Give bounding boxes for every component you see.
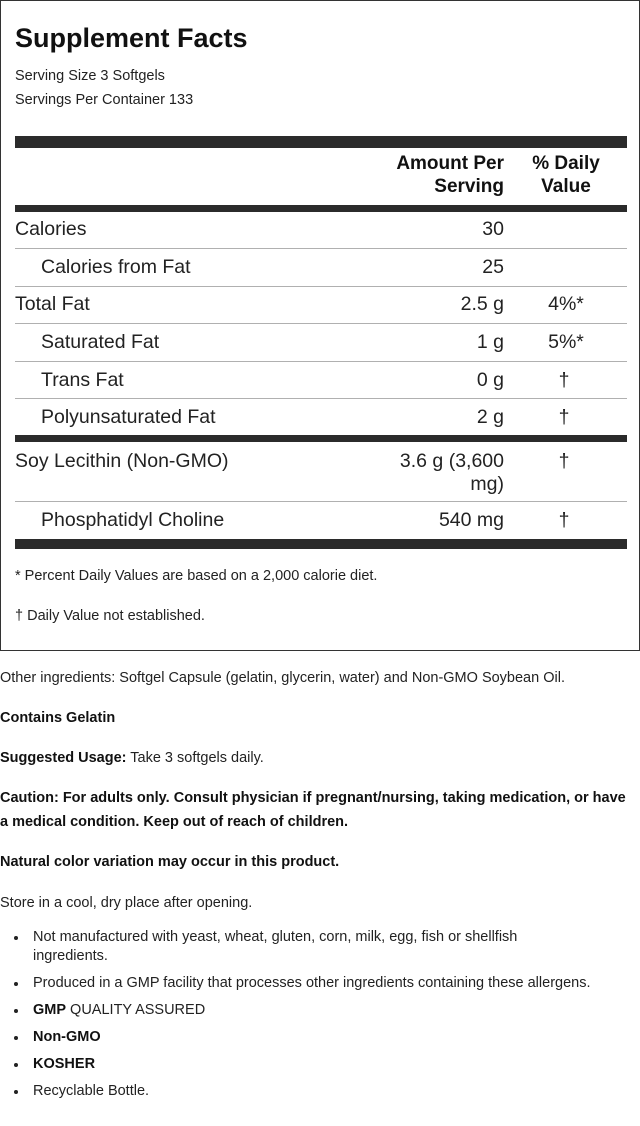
list-item	[33, 1028, 593, 1047]
nutrient-amount: 2.5 g	[460, 293, 504, 315]
serving-size: Serving Size 3 Softgels	[15, 68, 165, 84]
bullet-text: Not manufactured with yeast, wheat, gluten, corn, milk, egg, fish or shellfish ingredients.	[33, 929, 518, 964]
header-text: % Daily	[532, 153, 600, 174]
other-ingredients: Other ingredients: Softgel Capsule (gelatin, glycerin, water) and Non-GMO Soybean Oil.	[0, 670, 565, 686]
row-divider	[15, 248, 627, 249]
nutrient-daily-value: 4%*	[548, 293, 584, 315]
thick-divider	[15, 205, 627, 212]
panel-title: Supplement Facts	[15, 23, 248, 53]
header-text: Amount Per	[396, 153, 504, 174]
nutrient-amount: 1 g	[476, 331, 504, 353]
nutrient-name: Polyunsaturated Fat	[41, 406, 216, 428]
row-divider	[15, 398, 627, 399]
bullet-bold: GMP	[33, 1002, 67, 1018]
percent-daily-footnote: * Percent Daily Values are based on a 2,000 calorie diet.	[15, 568, 378, 584]
bullet-text: Produced in a GMP facility that processes other ingredients containing these allergens.	[33, 975, 591, 991]
thick-divider	[15, 136, 627, 148]
nutrient-name: Trans Fat	[41, 369, 124, 391]
list-item	[33, 928, 593, 966]
amount-per-serving-header	[371, 152, 504, 198]
caution-warning: Caution: For adults only. Consult physician if pregnant/nursing, taking medication, or have a medical condition. Keep out of reach of children.	[0, 790, 626, 830]
bullet-icon	[14, 936, 18, 940]
list-item	[33, 1001, 593, 1020]
nutrient-amount: 0 g	[476, 369, 504, 391]
nutrient-amount: 25	[482, 256, 504, 278]
storage-instructions: Store in a cool, dry place after opening.	[0, 895, 253, 911]
nutrient-name: Soy Lecithin (Non-GMO)	[15, 450, 229, 472]
header-text: Value	[541, 176, 591, 197]
nutrient-daily-value: †	[558, 450, 570, 472]
list-item	[33, 1055, 593, 1074]
nutrient-daily-value: †	[558, 406, 570, 428]
list-item	[33, 974, 593, 993]
amount-line: mg)	[470, 473, 504, 495]
amount-line: 3.6 g (3,600	[399, 450, 504, 472]
nutrient-amount: 30	[482, 218, 504, 240]
bullet-text: Recyclable Bottle.	[33, 1083, 150, 1099]
row-divider	[15, 501, 627, 502]
thick-divider	[15, 539, 627, 549]
nutrient-name: Phosphatidyl Choline	[41, 509, 225, 531]
bullet-icon	[14, 982, 18, 986]
servings-per-container: Servings Per Container 133	[15, 92, 194, 108]
bullet-icon	[14, 1090, 18, 1094]
nutrient-name: Calories from Fat	[41, 256, 191, 278]
bullet-bold: KOSHER	[33, 1056, 96, 1072]
bullet-icon	[14, 1009, 18, 1013]
product-features-list	[0, 928, 593, 1109]
suggested-usage-label: Suggested Usage:	[0, 750, 127, 766]
suggested-usage	[0, 746, 264, 770]
daily-value-header	[521, 152, 611, 198]
thick-divider	[15, 435, 627, 442]
nutrient-name: Calories	[15, 218, 87, 240]
nutrient-name: Total Fat	[15, 293, 90, 315]
suggested-usage-text: Take 3 softgels daily.	[126, 750, 264, 766]
row-divider	[15, 286, 627, 287]
nutrient-name: Saturated Fat	[41, 331, 160, 353]
nutrient-daily-value: †	[558, 509, 570, 531]
dagger-footnote: † Daily Value not established.	[15, 608, 205, 624]
nutrient-amount	[384, 450, 504, 496]
color-variation-note: Natural color variation may occur in this product.	[0, 854, 340, 870]
bullet-text: QUALITY ASSURED	[66, 1002, 206, 1018]
nutrient-amount: 2 g	[476, 406, 504, 428]
header-text: Serving	[434, 176, 504, 197]
bullet-bold: Non-GMO	[33, 1029, 101, 1045]
row-divider	[15, 323, 627, 324]
bullet-icon	[14, 1036, 18, 1040]
contains-gelatin: Contains Gelatin	[0, 710, 116, 726]
row-divider	[15, 361, 627, 362]
nutrient-daily-value: 5%*	[548, 331, 584, 353]
nutrient-daily-value: †	[558, 369, 570, 391]
nutrient-amount: 540 mg	[438, 509, 504, 531]
list-item	[33, 1082, 593, 1101]
bullet-icon	[14, 1063, 18, 1067]
